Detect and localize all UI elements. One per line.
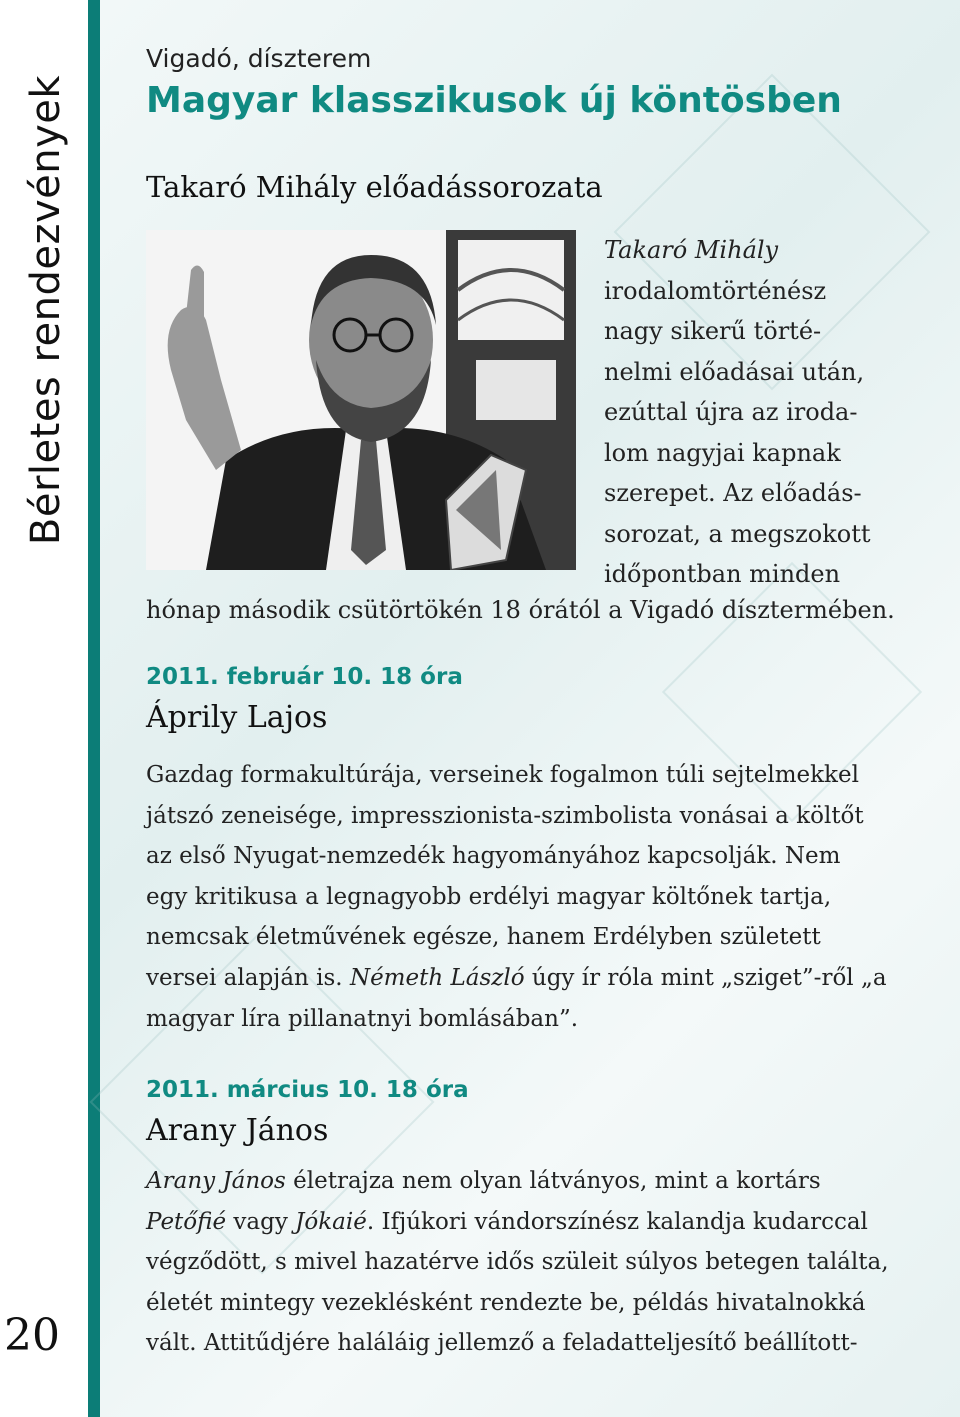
sidebar-accent-bar <box>88 0 100 1417</box>
caption-line: időpontban minden <box>604 560 841 588</box>
italic-name: Németh László <box>349 964 525 991</box>
italic-name: Petőfié <box>146 1208 227 1235</box>
section-title-text: Bérletes rendezvények <box>23 74 70 546</box>
paragraph-line <box>146 1161 926 1202</box>
text-span: . Ifjúkori vándorszínész kalandja kudarccal <box>366 1208 868 1235</box>
caption-name: Takaró Mihály <box>604 236 779 264</box>
italic-name: Jókaié <box>295 1208 367 1235</box>
caption-line: ezúttal újra az iroda- <box>604 398 858 426</box>
intro-caption <box>604 230 944 595</box>
paragraph-line <box>146 958 926 999</box>
venue-label: Vigadó, díszterem <box>146 44 372 73</box>
page-number: 20 <box>4 1310 60 1361</box>
event-date: 2011. február 10. 18 óra <box>146 664 463 690</box>
paragraph-line: vált. Attitűdjére haláláig jellemző a feladatteljesítő beállított- <box>146 1330 858 1357</box>
section-title-vertical <box>20 50 72 570</box>
paragraph-line: nemcsak életművének egésze, hanem Erdélyben született <box>146 924 821 951</box>
text-span: versei alapján is. <box>146 964 343 991</box>
caption-line: lom nagyjai kapnak <box>604 438 841 467</box>
text-span: úgy ír róla mint „sziget”-ről „a <box>531 964 887 991</box>
caption-line: sorozat, a megszokott <box>604 519 871 548</box>
paragraph-line: magyar líra pillanatnyi bomlásában”. <box>146 1005 579 1032</box>
lecturer-photo <box>146 230 576 570</box>
paragraph-line: végződött, s mivel hazatérve idős szüleit súlyos betegen találta, <box>146 1249 889 1276</box>
page-title: Magyar klasszikusok új köntösben <box>146 80 842 121</box>
series-subtitle: Takaró Mihály előadássorozata <box>146 170 603 204</box>
paragraph-line <box>146 1202 926 1243</box>
event-date: 2011. március 10. 18 óra <box>146 1077 469 1103</box>
event-name: Arany János <box>146 1113 329 1148</box>
intro-last-line: hónap második csütörtökén 18 órától a Vigadó dísztermében. <box>146 596 895 624</box>
caption-line: nagy sikerű törté- <box>604 317 822 345</box>
caption-line: irodalomtörténész <box>604 276 827 305</box>
paragraph-line: életét mintegy vezeklésként rendezte be, példás hivatalnokká <box>146 1289 866 1316</box>
paragraph-line: az első Nyugat-nemzedék hagyományához kapcsolják. Nem <box>146 843 841 870</box>
text-span: életrajza nem olyan látványos, mint a kortárs <box>293 1168 821 1194</box>
text-span: vagy <box>233 1208 288 1235</box>
event-name: Áprily Lajos <box>146 700 328 735</box>
paragraph-line: játszó zeneisége, impresszionista-szimbolista vonásai a költőt <box>146 802 864 829</box>
italic-name: Arany János <box>146 1168 286 1194</box>
event-description <box>146 755 926 1039</box>
paragraph-line: Gazdag formakultúrája, verseinek fogalmon túli sejtelmekkel <box>146 762 859 788</box>
event-description <box>146 1161 926 1364</box>
caption-line: nelmi előadásai után, <box>604 357 865 386</box>
caption-line: szerepet. Az előadás- <box>604 479 862 507</box>
paragraph-line: egy kritikusa a legnagyobb erdélyi magyar költőnek tartja, <box>146 883 832 910</box>
